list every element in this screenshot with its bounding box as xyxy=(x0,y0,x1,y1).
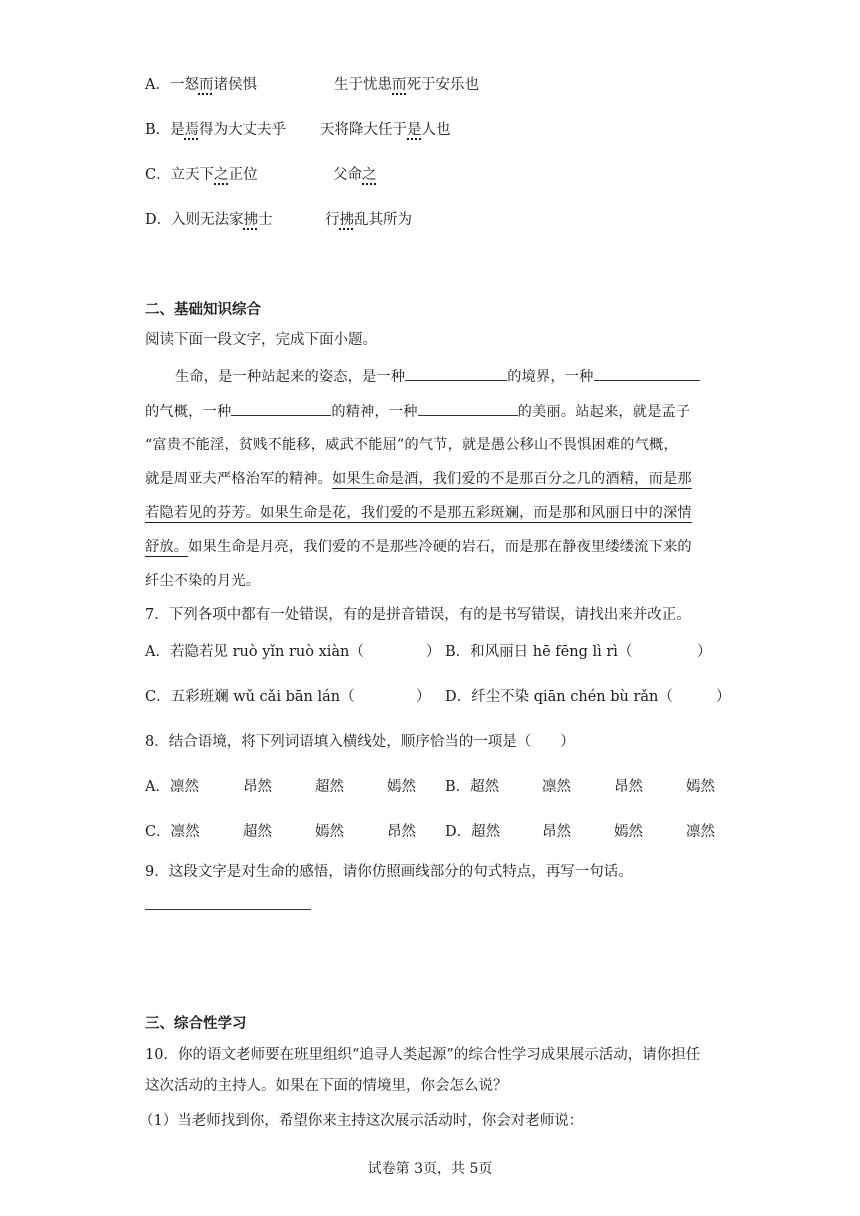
passage-line-5: 若隐若见的芬芳。如果生命是花，我们爱的不是那五彩斑斓，而是那和风丽日中的深情 xyxy=(145,505,692,521)
emphasis-char: 之 xyxy=(362,167,377,183)
q7-stem: 7．下列各项中都有一处错误，有的是拼音错误，有的是书写错误，请找出来并改正。 xyxy=(145,607,691,623)
q7-option-a-close: ） xyxy=(426,644,441,660)
q8-cell: 昂然 xyxy=(387,824,416,840)
q7-option-a: A．若隐若见 ruò yǐn ruò xiàn（ xyxy=(145,644,364,660)
q8-cell: D．超然 xyxy=(445,824,501,840)
q7-option-d-close: ） xyxy=(716,689,731,705)
fill-blank-1[interactable] xyxy=(405,366,507,381)
q10-line-2: 这次活动的主持人。如果在下面的情境里，你会怎么说？ xyxy=(145,1078,508,1094)
q8-cell: 昂然 xyxy=(243,779,272,795)
q8-cell: 凛然 xyxy=(686,824,715,840)
fill-blank-2[interactable] xyxy=(594,366,700,381)
fill-blank-4[interactable] xyxy=(418,401,518,416)
underlined-sentence: 如果生命是酒，我们爱的不是那百分之几的酒精，而是那 xyxy=(332,471,692,487)
passage-line-7: 纤尘不染的月光。 xyxy=(145,573,261,589)
fill-blank-3[interactable] xyxy=(231,401,331,416)
q8-cell: 昂然 xyxy=(614,779,643,795)
q8-cell: 凛然 xyxy=(542,779,571,795)
q6-option-c-right: 父命之 xyxy=(333,167,377,183)
q6-option-b-right: 天将降大任于是人也 xyxy=(320,122,451,138)
section-2-instruction: 阅读下面一段文字，完成下面小题。 xyxy=(145,332,377,348)
emphasis-char: 焉 xyxy=(184,122,200,138)
q8-cell: 嫣然 xyxy=(686,779,715,795)
option-letter: D． xyxy=(145,212,172,228)
q8-cell: 嫣然 xyxy=(315,824,344,840)
q8-cell: 超然 xyxy=(243,824,272,840)
passage-line-3: “富贵不能淫，贫贱不能移，威武不能屈”的气节，就是愚公移山不畏惧困难的气概， xyxy=(145,437,678,453)
page-footer: 试卷第 3页，共 5页 xyxy=(367,1161,493,1177)
q10-line-1: 10．你的语文老师要在班里组织“追寻人类起源”的综合性学习成果展示活动，请你担任 xyxy=(145,1047,701,1063)
q8-stem: 8．结合语境，将下列词语填入横线处，顺序恰当的一项是（ ） xyxy=(145,734,575,750)
passage-line-6: 舒放。如果生命是月亮，我们爱的不是那些冷硬的岩石，而是那在静夜里缕缕流下来的 xyxy=(145,539,692,555)
emphasis-char: 而 xyxy=(392,77,407,93)
q8-cell: 超然 xyxy=(315,779,344,795)
q7-option-b-close: ） xyxy=(697,644,712,660)
q6-option-a-right: 生于忧患而死于安乐也 xyxy=(334,77,479,93)
q7-option-d: D．纤尘不染 qiān chén bù rǎn（ xyxy=(445,689,673,705)
q6-option-c: C．立天下之正位 xyxy=(145,167,258,183)
section-2-title: 二、基础知识综合 xyxy=(145,302,261,318)
q6-option-d-right: 行拂乱其所为 xyxy=(325,212,412,228)
emphasis-char: 拂 xyxy=(243,212,259,228)
emphasis-char: 是 xyxy=(407,122,422,138)
q8-cell: 昂然 xyxy=(542,824,571,840)
q7-option-b: B．和风丽日 hē fēng lì rì（ xyxy=(445,644,633,660)
underlined-sentence-end: 舒放。 xyxy=(145,539,189,555)
q8-cell: C．凛然 xyxy=(145,824,200,840)
q6-option-d: D．入则无法家拂士 xyxy=(145,212,273,228)
q10-sub-1: （1）当老师找到你，希望你来主持这次展示活动时，你会对老师说： xyxy=(139,1113,584,1129)
option-letter: A． xyxy=(145,77,170,93)
q8-cell: 嫣然 xyxy=(614,824,643,840)
q7-option-c: C．五彩班斓 wǔ cǎi bān lán（ xyxy=(145,689,355,705)
passage-line-2: 的气概，一种 的精神，一种 的美丽。站起来，就是孟子 xyxy=(145,401,690,422)
q9-answer-line[interactable] xyxy=(145,909,311,910)
option-letter: B． xyxy=(145,122,171,138)
section-3-title: 三、综合性学习 xyxy=(145,1016,247,1032)
q7-option-c-close: ） xyxy=(416,689,431,705)
q8-cell: 嫣然 xyxy=(387,779,416,795)
emphasis-char: 之 xyxy=(214,167,229,183)
emphasis-char: 拂 xyxy=(339,212,354,228)
q6-option-a: A．一怒而诸侯惧 xyxy=(145,77,257,93)
q6-option-b: B．是焉得为大丈夫乎 xyxy=(145,122,287,138)
passage-line-4: 就是周亚夫严格治军的精神。如果生命是酒，我们爱的不是那百分之几的酒精，而是那 xyxy=(145,471,692,487)
q8-cell: B．超然 xyxy=(445,779,500,795)
passage-line-1: 生命，是一种站起来的姿态，是一种 的境界，一种 xyxy=(175,366,700,387)
q8-cell: A．凛然 xyxy=(145,779,199,795)
emphasis-char: 而 xyxy=(198,77,214,93)
q9-stem: 9．这段文字是对生命的感悟，请你仿照画线部分的句式特点，再写一句话。 xyxy=(145,864,633,880)
option-letter: C． xyxy=(145,167,171,183)
